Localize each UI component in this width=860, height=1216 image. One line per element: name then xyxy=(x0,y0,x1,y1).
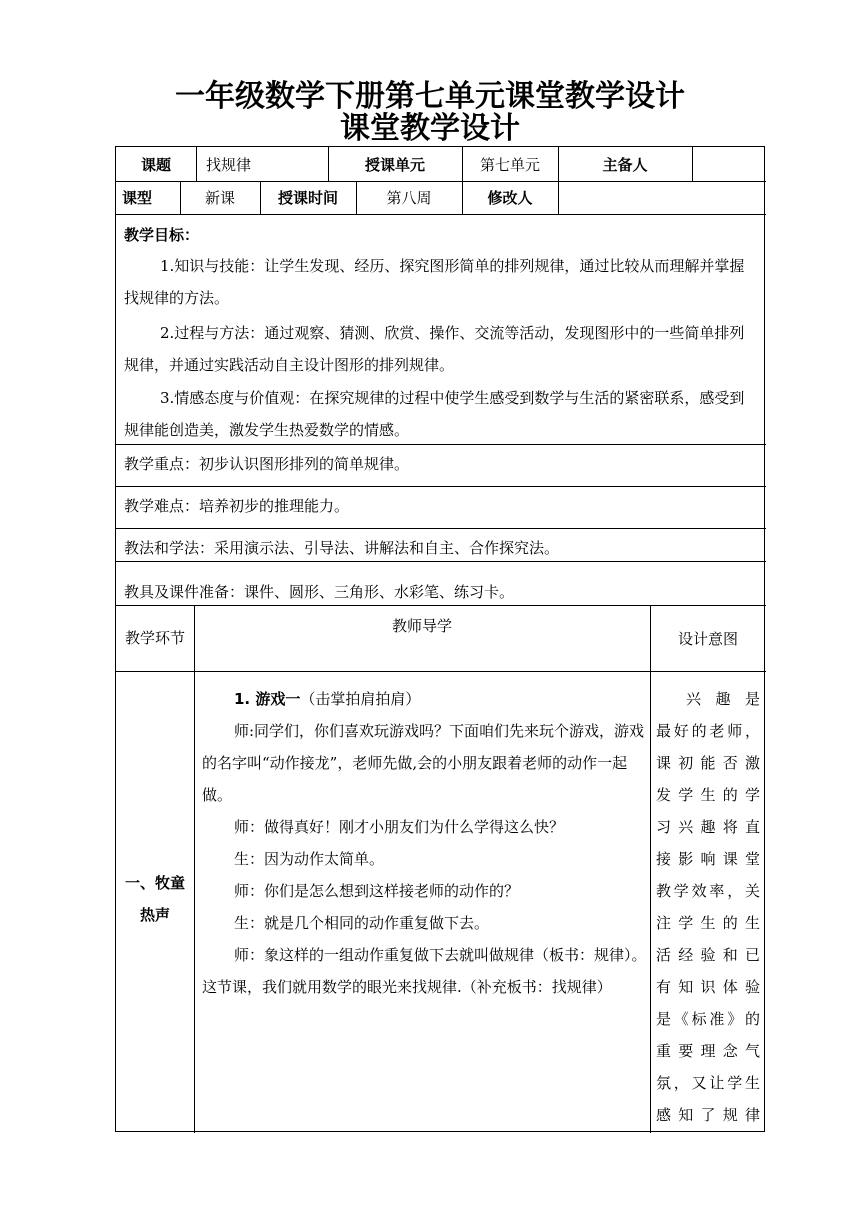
game-note: （击掌拍肩拍肩） xyxy=(300,690,421,708)
unit-value: 第七单元 xyxy=(479,155,540,174)
materials: 教具及课件准备：课件、圆形、三角形、水彩笔、练习卡。 xyxy=(124,583,515,601)
key-point: 教学重点：初步认识图形排列的简单规律。 xyxy=(124,455,410,473)
intent-line: 最好的老师， xyxy=(656,722,760,740)
guide-para-5: 生：就是几个相同的动作重复做下去。 xyxy=(234,914,490,932)
lesson-plan-table xyxy=(115,146,765,1132)
intent-line: 接影响课堂 xyxy=(656,850,760,868)
preparer-value xyxy=(692,147,766,181)
type-value: 新课 xyxy=(204,189,235,207)
methods: 教法和学法：采用演示法、引导法、讲解法和自主、合作探究法。 xyxy=(124,539,560,557)
stage1-name-line2: 热声 xyxy=(139,906,170,924)
difficulty: 教学难点：培养初步的推理能力。 xyxy=(124,497,350,515)
time-value: 第八周 xyxy=(386,189,432,207)
intent-line: 发学生的学 xyxy=(656,786,760,804)
intent-line: 注学生的生 xyxy=(656,914,760,932)
guide-para-3: 生：因为动作太简单。 xyxy=(234,850,385,868)
guide-para-6: 师：象这样的一组动作重复做下去就叫做规律（板书：规律）。这节课，我们就用数学的眼光来找规律.（补充板书：找规律） xyxy=(202,946,647,996)
intent-line: 是《标准》的 xyxy=(656,1010,760,1028)
objectives-heading: 教学目标： xyxy=(124,226,200,244)
guide-para-4: 师：你们是怎么想到这样接老师的动作的？ xyxy=(234,882,520,900)
guide-para-2: 师：做得真好！刚才小朋友们为什么学得这么快？ xyxy=(234,818,565,836)
preparer-label: 主备人 xyxy=(602,155,648,174)
objective-1: 1.知识与技能：让学生发现、经历、探究图形简单的排列规律，通过比较从而理解并掌握找规律的方法。 xyxy=(124,257,745,307)
topic-label: 课题 xyxy=(140,155,171,174)
document-subtitle: 课堂教学设计 xyxy=(340,111,520,146)
unit-label: 授课单元 xyxy=(364,155,425,174)
guide-column-header: 教师导学 xyxy=(391,617,452,635)
type-label: 课型 xyxy=(122,189,153,207)
stage1-name xyxy=(116,867,194,931)
reviser-value xyxy=(558,181,766,214)
intent-line: 教学效率，关 xyxy=(656,882,760,900)
intent-line: 氛，又让学生 xyxy=(656,1074,760,1092)
objective-2: 2.过程与方法：通过观察、猜测、欣赏、操作、交流等活动，发现图形中的一些简单排列规律，并通过实践活动自主设计图形的排列规律。 xyxy=(124,324,745,374)
stage1-guide xyxy=(202,683,650,1003)
intent-line: 感知了规律 xyxy=(656,1106,760,1124)
reviser-label: 修改人 xyxy=(487,189,533,207)
intent-line: 有知识体验 xyxy=(656,978,760,996)
intent-line: 重要理念气 xyxy=(656,1042,760,1060)
intent-line: 兴趣是 xyxy=(686,690,760,708)
stage1-name-line1: 一、牧童 xyxy=(124,874,185,892)
guide-para-1: 师:同学们，你们喜欢玩游戏吗？下面咱们先来玩个游戏，游戏的名字叫“动作接龙”，老师先做,会的小朋友跟着老师的动作一起做。 xyxy=(202,722,645,804)
stage1-intent xyxy=(656,683,760,1131)
intent-line: 课初能否激 xyxy=(656,754,760,772)
stage-column-header: 教学环节 xyxy=(124,629,185,647)
game-title: 1. 游戏一 xyxy=(234,690,301,708)
document-title: 一年级数学下册第七单元课堂教学设计 xyxy=(175,79,685,114)
intent-line: 活经验和已 xyxy=(656,946,760,964)
intent-column-header: 设计意图 xyxy=(677,629,738,648)
intent-line: 习兴趣将直 xyxy=(656,818,760,836)
objective-3: 3.情感态度与价值观：在探究规律的过程中使学生感受到数学与生活的紧密联系，感受到规律能创造美，激发学生热爱数学的情感。 xyxy=(124,389,745,439)
game-heading xyxy=(202,683,650,715)
time-label: 授课时间 xyxy=(277,189,338,207)
topic-value: 找规律 xyxy=(206,155,252,174)
objectives-section xyxy=(116,214,766,444)
